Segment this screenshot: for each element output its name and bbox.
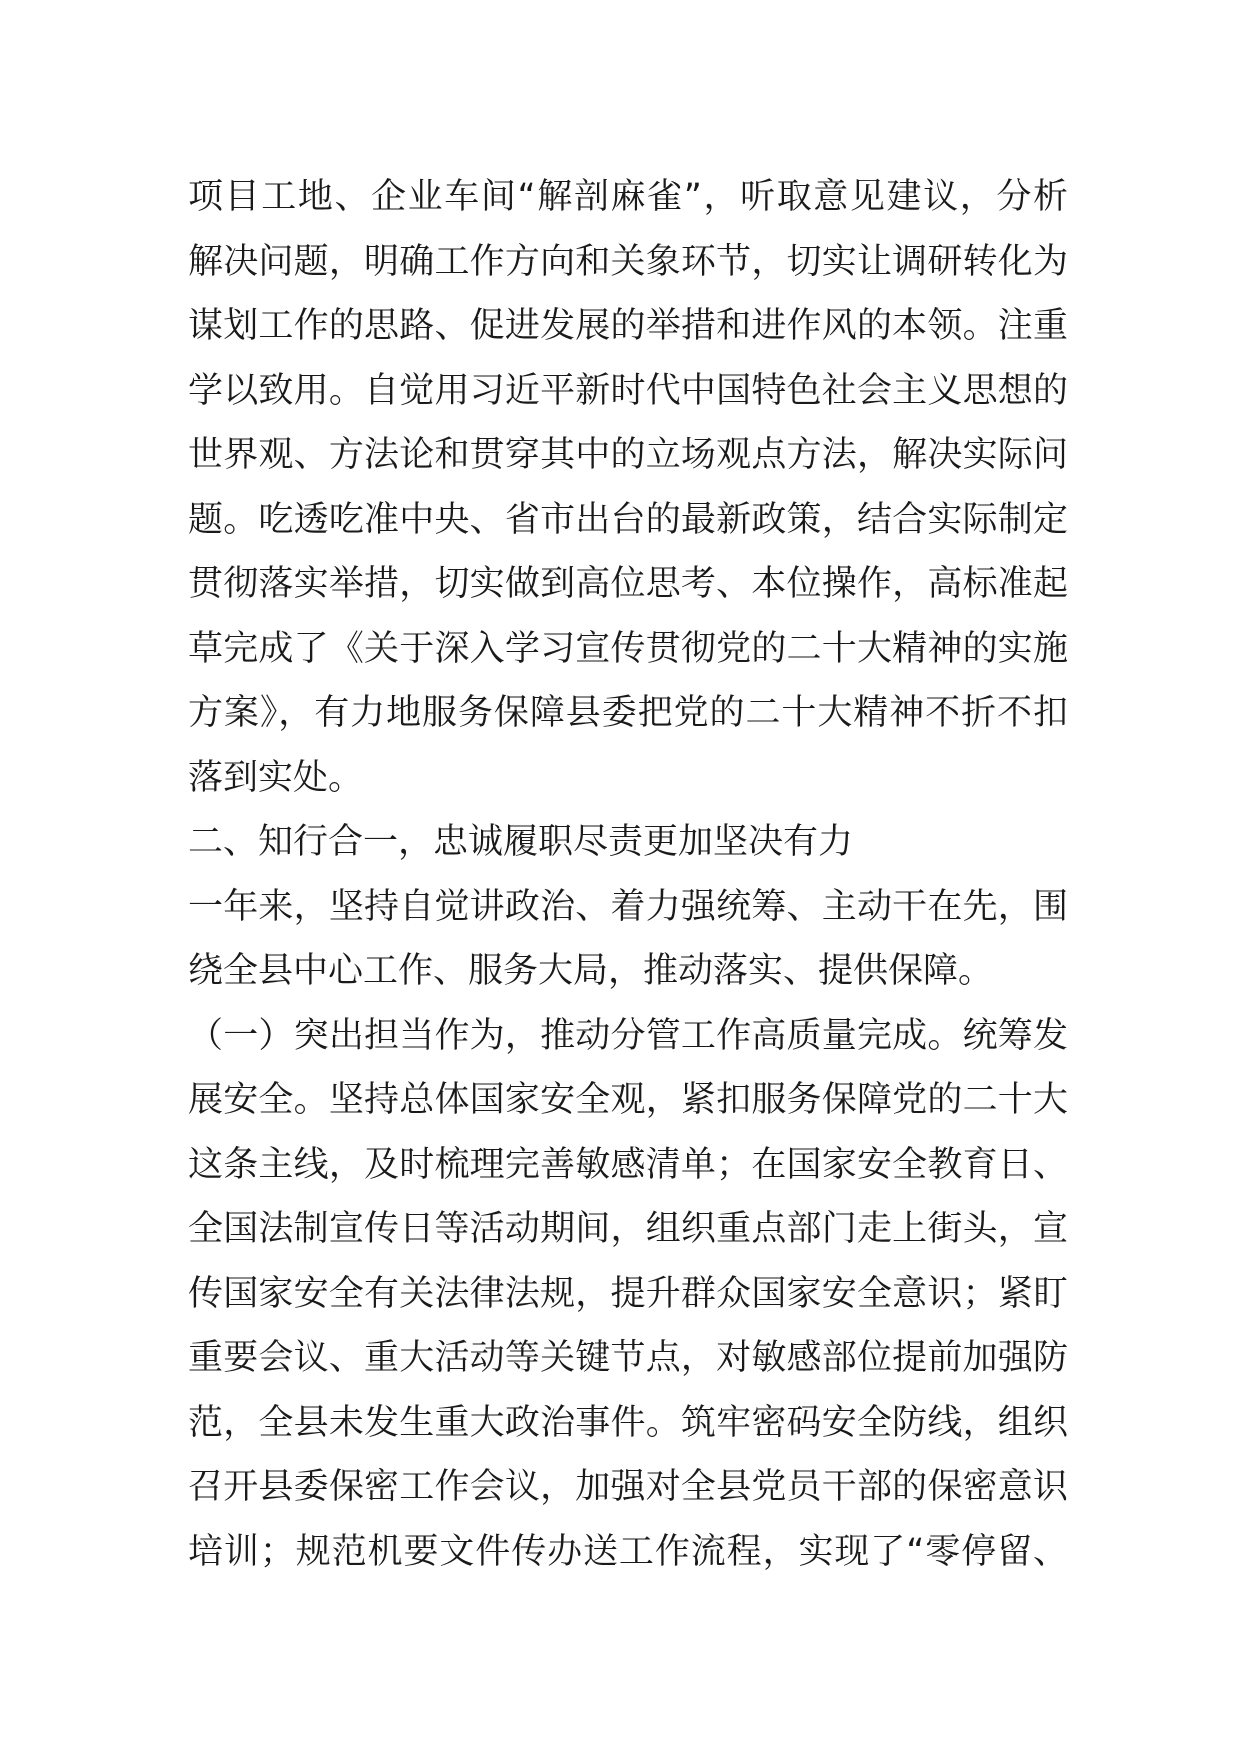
text-line: 世界观、方法论和贯穿其中的立场观点方法，解决实际问 [188,435,1068,475]
text-line: 草完成了《关于深入学习宣传贯彻党的二十大精神的实施 [188,628,1068,669]
text-line: 范，全县未发生重大政治事件。筑牢密码安全防线，组织 [188,1402,1068,1443]
text-line: 方案》，有力地服务保障县委把党的二十大精神不折不扣 [188,693,1068,733]
text-line: 绕全县中心工作、服务大局，推动落实、提供保障。 [188,951,994,991]
text-line: 展安全。坚持总体国家安全观，紧扣服务保障党的二十大 [188,1080,1068,1120]
text-line: 项目工地、企业车间“解剖麻雀”，听取意见建议，分析 [188,177,1068,217]
text-line: 全国法制宣传日等活动期间，组织重点部门走上街头，宣 [188,1209,1068,1249]
text-line: 贯彻落实举措，切实做到高位思考、本位操作，高标准起 [188,564,1068,604]
text-line: 一年来，坚持自觉讲政治、着力强统筹、主动干在先，围 [188,886,1068,927]
text-line: 这条主线，及时梳理完善敏感清单；在国家安全教育日、 [188,1144,1068,1185]
text-line: 召开县委保密工作会议，加强对全县党员干部的保密意识 [188,1467,1068,1507]
text-line: 谋划工作的思路、促进发展的举措和进作风的本领。注重 [188,306,1068,346]
text-line: 题。吃透吃准中央、省市出台的最新政策，结合实际制定 [188,499,1068,540]
text-line: 落到实处。 [188,757,364,798]
text-line: 重要会议、重大活动等关键节点，对敏感部位提前加强防 [188,1338,1068,1378]
text-line: （一）突出担当作为，推动分管工作高质量完成。统筹发 [188,1015,1068,1056]
text-line: 解决问题，明确工作方向和关象环节，切实让调研转化为 [188,241,1068,282]
text-line: 培训；规范机要文件传办送工作流程，实现了“零停留、 [188,1531,1068,1572]
section-heading: 二、知行合一，忠诚履职尽责更加坚决有力 [188,822,854,862]
body-text [188,165,1068,1584]
text-line: 传国家安全有关法律法规，提升群众国家安全意识；紧盯 [188,1273,1068,1314]
text-line: 学以致用。自觉用习近平新时代中国特色社会主义思想的 [188,370,1068,411]
